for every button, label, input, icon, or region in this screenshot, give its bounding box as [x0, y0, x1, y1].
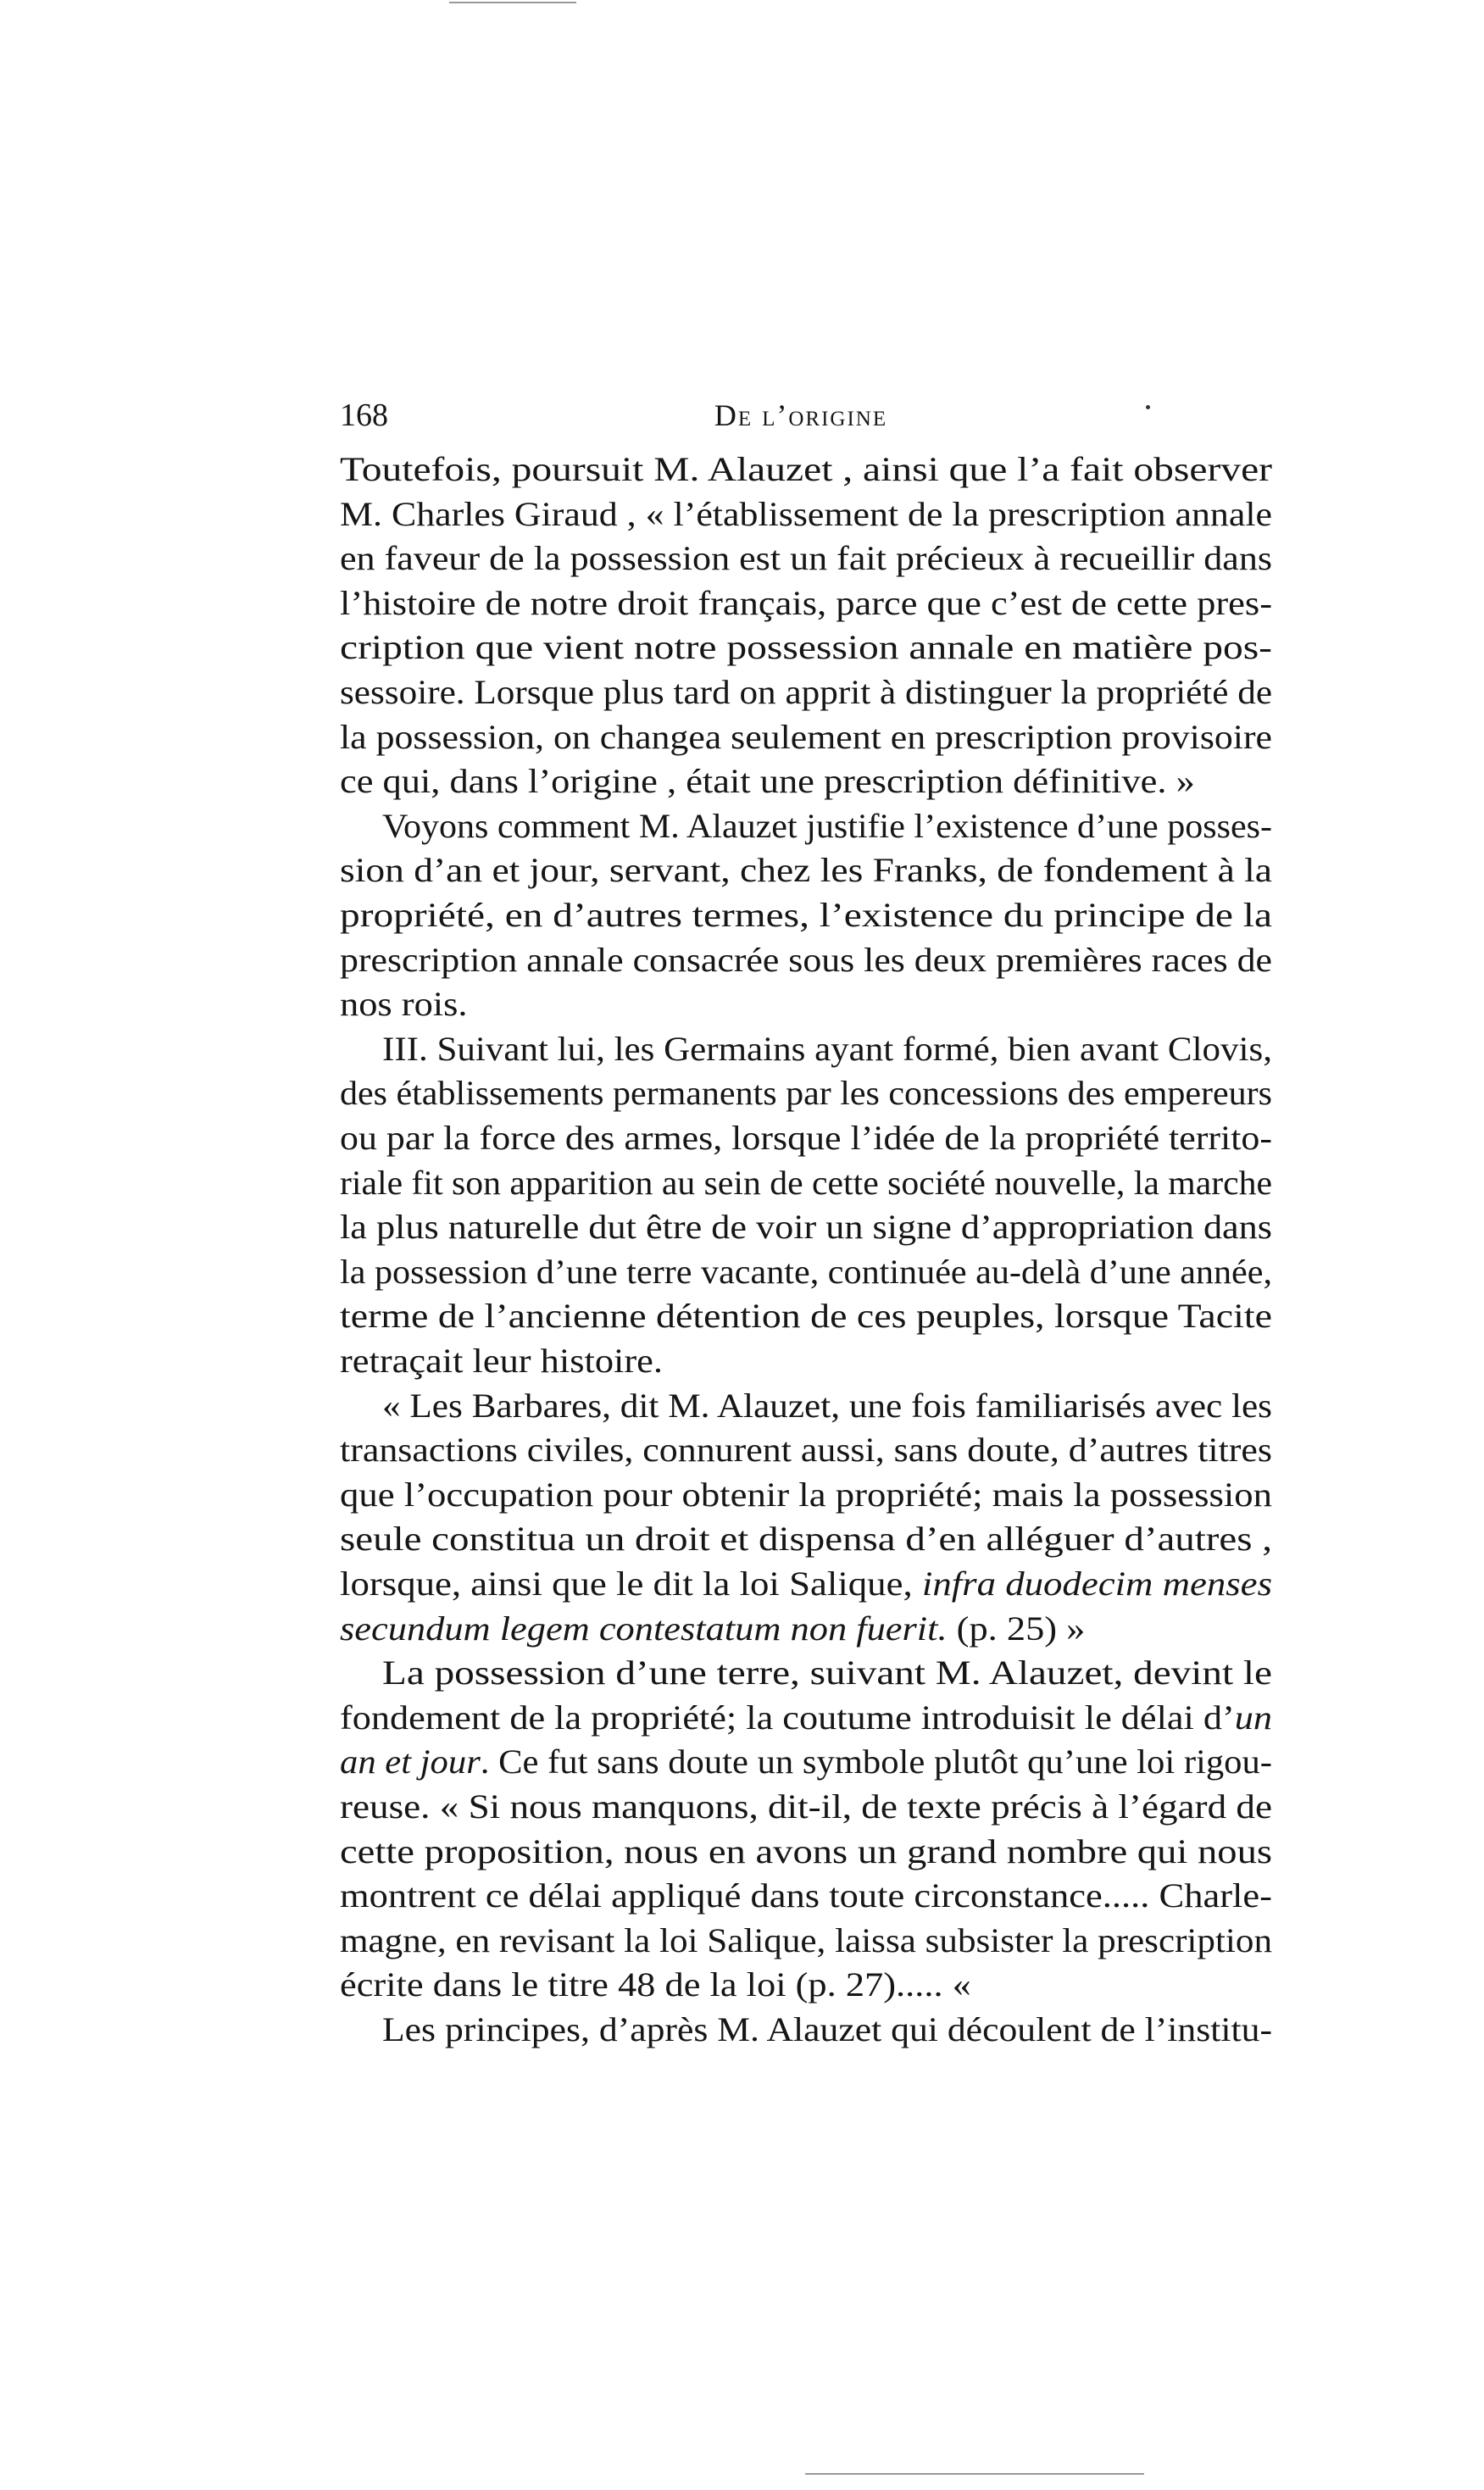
top-edge-mark [449, 2, 576, 3]
text-segment: « Les Barbares, dit M. Alauzet, une fois familiarisés avec les [382, 1386, 1272, 1425]
text-line [340, 1294, 1272, 1338]
text-line [340, 1963, 971, 2007]
italic-text: an et jour [340, 1742, 481, 1781]
header-dot [1146, 405, 1150, 409]
text-segment: la possession, on changea seulement en prescription provisoire [340, 717, 1272, 756]
bottom-edge-mark [805, 2473, 1144, 2475]
text-segment: cription que vient notre possession annale en matière pos- [340, 628, 1272, 667]
text-segment: nos rois. [340, 985, 468, 1024]
text-line [340, 1696, 1272, 1740]
text-line [340, 982, 468, 1026]
text-line [340, 625, 1272, 670]
text-line [340, 670, 1272, 714]
text-line [340, 536, 1272, 581]
text-segment: riale fit son apparition au sein de cette société nouvelle, la marche [340, 1163, 1272, 1202]
page-number: 168 [340, 397, 388, 433]
text-segment: III. Suivant lui, les Germains ayant formé, bien avant Clovis, [382, 1029, 1272, 1068]
text-line [340, 1874, 1272, 1918]
text-segment: sessoire. Lorsque plus tard on apprit à distinguer la propriété de [340, 673, 1272, 711]
text-line [382, 1027, 1272, 1071]
text-line [340, 492, 1272, 536]
text-segment: propriété, en d’autres termes, l’existence du principe de la [340, 896, 1272, 934]
text-segment: terme de l’ancienne détention de ces peuples, lorsque Tacite [340, 1297, 1272, 1336]
text-segment: La possession d’une terre, suivant M. Alauzet, devint le [382, 1654, 1272, 1692]
italic-text: un [1234, 1698, 1272, 1737]
text-segment: ce qui, dans l’origine , était une prescription définitive. » [340, 762, 1195, 801]
text-segment: reuse. « Si nous manquons, dit-il, de texte précis à l’égard de [340, 1787, 1272, 1826]
text-segment: cette proposition, nous en avons un grand nombre qui nous [340, 1831, 1272, 1870]
text-line [340, 1473, 1272, 1517]
text-segment: la possession d’une terre vacante, continuée au-delà d’une année, [340, 1252, 1272, 1291]
text-segment: seule constitua un droit et dispensa d’en alléguer d’autres , [340, 1520, 1272, 1559]
text-segment: la plus naturelle dut être de voir un signe d’appropriation dans [340, 1208, 1272, 1247]
text-line [340, 1161, 1272, 1205]
text-line [340, 1428, 1272, 1472]
text-line [340, 759, 1195, 803]
text-line [340, 1562, 1272, 1606]
text-segment: Les principes, d’après M. Alauzet qui découlent de l’institu- [382, 2010, 1272, 2048]
text-segment: . Ce fut sans doute un symbole plutôt qu’une loi rigou- [480, 1742, 1272, 1781]
text-segment: l’histoire de notre droit français, parce que c’est de cette pres- [340, 583, 1272, 622]
text-segment: fondement de la propriété; la coutume introduisit le délai d’ [340, 1698, 1235, 1737]
text-segment: montrent ce délai appliqué dans toute circonstance..... Charle- [340, 1876, 1272, 1915]
italic-text: infra duodecim menses [921, 1565, 1272, 1603]
text-line [382, 2008, 1272, 2052]
text-segment: sion d’an et jour, servant, chez les Franks, de fondement à la [340, 851, 1272, 890]
text-segment: des établissements permanents par les concessions des empereurs [340, 1074, 1272, 1113]
text-line [340, 1607, 1086, 1651]
text-segment: écrite dans le titre 48 de la loi (p. 27)..... « [340, 1965, 971, 2004]
text-line [382, 1651, 1272, 1695]
text-line [340, 1339, 664, 1383]
text-line [340, 1250, 1272, 1294]
text-segment: lorsque, ainsi que le dit la loi Salique, [340, 1565, 922, 1603]
text-segment: Toutefois, poursuit M. Alauzet , ainsi que l’a fait observer [340, 450, 1272, 488]
text-line [340, 1919, 1272, 1963]
text-line [382, 1384, 1272, 1428]
italic-text: secundum legem contestatum non fuerit. [340, 1609, 948, 1648]
text-line [340, 1785, 1272, 1829]
text-line [340, 893, 1272, 937]
running-title: De l’origine [714, 398, 888, 432]
text-segment: Voyons comment M. Alauzet justifie l’existence d’une posses- [382, 806, 1272, 845]
text-line [340, 1517, 1272, 1561]
text-line [340, 848, 1272, 892]
text-line [340, 1071, 1272, 1115]
text-segment: magne, en revisant la loi Salique, laissa subsister la prescription [340, 1920, 1272, 1959]
text-line [340, 1830, 1272, 1874]
text-segment: prescription annale consacrée sous les deux premières races de [340, 940, 1272, 979]
text-line [340, 447, 1272, 492]
text-segment: transactions civiles, connurent aussi, sans doute, d’autres titres [340, 1431, 1272, 1470]
text-segment: ou par la force des armes, lorsque l’idée de la propriété territo- [340, 1119, 1272, 1157]
text-line [340, 1740, 1272, 1784]
text-segment: que l’occupation pour obtenir la propriété; mais la possession [340, 1475, 1272, 1514]
text-segment: en faveur de la possession est un fait précieux à recueillir dans [340, 539, 1272, 578]
text-segment: M. Charles Giraud , « l’établissement de la prescription annale [340, 494, 1272, 533]
text-line [340, 581, 1272, 625]
text-line [340, 1116, 1272, 1160]
text-line [340, 1205, 1272, 1249]
text-segment: (p. 25) » [947, 1609, 1086, 1648]
text-line [340, 938, 1272, 982]
text-segment: retraçait leur histoire. [340, 1342, 664, 1380]
text-line [382, 804, 1272, 848]
text-line [340, 715, 1272, 759]
